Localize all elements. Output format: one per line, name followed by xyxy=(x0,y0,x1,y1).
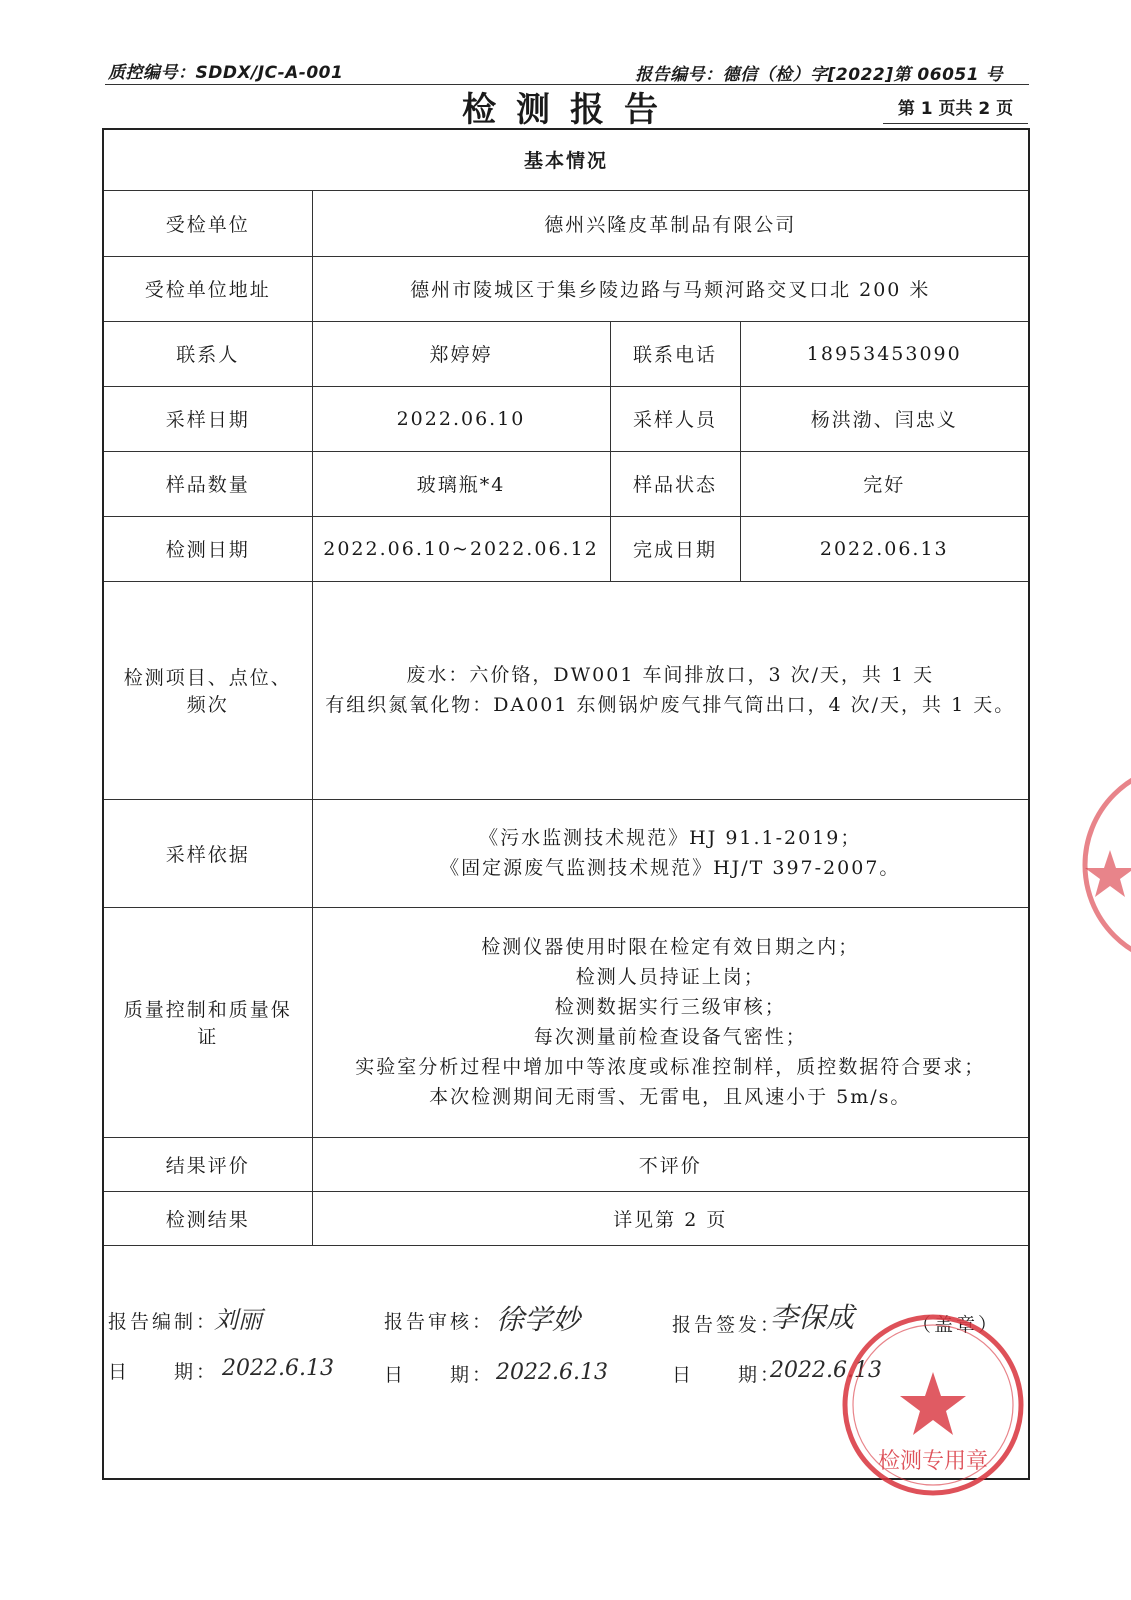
done-date-label: 完成日期 xyxy=(610,516,740,581)
section-title: 基本情况 xyxy=(104,130,1028,190)
done-date-value: 2022.06.13 xyxy=(740,516,1028,581)
sample-date-value: 2022.06.10 xyxy=(312,386,610,451)
review-label: 报告审核： xyxy=(384,1311,495,1333)
qty-label: 样品数量 xyxy=(104,451,312,516)
result-value: 详见第 2 页 xyxy=(312,1191,1028,1245)
qc-line: 检测人员持证上岗； xyxy=(575,966,765,988)
review-date: 2022.6.13 xyxy=(496,1360,608,1385)
seal-purpose: 检测专用章 xyxy=(877,1449,989,1474)
report-number: 报告编号：德信（检）字[2022]第 06051 号 xyxy=(635,65,1003,85)
phone-value: 18953453090 xyxy=(740,321,1028,386)
table-row xyxy=(104,1191,1028,1245)
basis-value xyxy=(312,799,1028,907)
table-row xyxy=(104,516,1028,581)
table-row xyxy=(104,907,1028,1137)
report-frame xyxy=(102,128,1030,1480)
report-title: 检测报告 xyxy=(462,90,678,130)
test-date-label: 检测日期 xyxy=(104,516,312,581)
eval-label: 结果评价 xyxy=(104,1137,312,1191)
eval-value: 不评价 xyxy=(312,1137,1028,1191)
address-label: 受检单位地址 xyxy=(104,256,312,321)
company-seal-stamp xyxy=(838,1310,1028,1500)
qc-value xyxy=(312,907,1028,1137)
table-row xyxy=(104,799,1028,907)
compile-signature: 刘丽 xyxy=(214,1306,262,1334)
side-seal-star-icon xyxy=(1085,850,1131,897)
table-row xyxy=(104,386,1028,451)
address-value: 德州市陵城区于集乡陵边路与马颊河路交叉口北 200 米 xyxy=(312,256,1028,321)
basis-line: 《固定源废气监测技术规范》HJ/T 397-2007。 xyxy=(440,857,901,879)
basic-info-table xyxy=(104,130,1028,1246)
table-row xyxy=(104,321,1028,386)
qc-line: 检测仪器使用时限在检定有效日期之内； xyxy=(481,936,860,958)
seal-note: （盖章） xyxy=(912,1314,1001,1336)
table-row xyxy=(104,256,1028,321)
qc-label xyxy=(104,907,312,1137)
qty-value: 玻璃瓶*4 xyxy=(312,451,610,516)
review-signature: 徐学妙 xyxy=(496,1303,581,1336)
compile-date: 2022.6.13 xyxy=(222,1356,334,1381)
table-row xyxy=(104,581,1028,799)
items-line: 有组织氮氧化物：DA001 东侧锅炉废气排气筒出口，4 次/天，共 1 天。 xyxy=(325,694,1016,716)
sampler-label: 采样人员 xyxy=(610,386,740,451)
result-label: 检测结果 xyxy=(104,1191,312,1245)
table-row xyxy=(104,130,1028,190)
issue-signature: 李保成 xyxy=(770,1301,855,1334)
state-label: 样品状态 xyxy=(610,451,740,516)
qc-label-line: 质量控制和质量保 xyxy=(123,999,292,1021)
items-label-line: 频次 xyxy=(186,694,229,716)
phone-label: 联系电话 xyxy=(610,321,740,386)
qc-label-line: 证 xyxy=(197,1026,219,1048)
contact-label: 联系人 xyxy=(104,321,312,386)
items-value xyxy=(312,581,1028,799)
contact-value: 郑婷婷 xyxy=(312,321,610,386)
items-label-line: 检测项目、点位、 xyxy=(123,667,292,689)
sample-date-label: 采样日期 xyxy=(104,386,312,451)
qc-line: 实验室分析过程中增加中等浓度或标准控制样，质控数据符合要求； xyxy=(355,1056,986,1078)
seal-star-icon xyxy=(900,1372,966,1435)
table-row xyxy=(104,1137,1028,1191)
compile-label: 报告编制： xyxy=(108,1311,219,1333)
qc-number: 质控编号：SDDX/JC-A-001 xyxy=(108,63,344,83)
date-label: 日 期： xyxy=(672,1364,783,1386)
basis-line: 《污水监测技术规范》HJ 91.1-2019； xyxy=(479,827,862,849)
qc-line: 本次检测期间无雨雪、无雷电，且风速小于 5m/s。 xyxy=(429,1086,912,1108)
test-date-value: 2022.06.10~2022.06.12 xyxy=(312,516,610,581)
table-row xyxy=(104,190,1028,256)
unit-value: 德州兴隆皮革制品有限公司 xyxy=(312,190,1028,256)
qc-line: 每次测量前检查设备气密性； xyxy=(533,1026,807,1048)
sampler-value: 杨洪渤、闫忠义 xyxy=(740,386,1028,451)
items-label xyxy=(104,581,312,799)
items-line: 废水：六价铬，DW001 车间排放口，3 次/天，共 1 天 xyxy=(406,664,935,686)
state-value: 完好 xyxy=(740,451,1028,516)
side-seal-stamp xyxy=(1080,760,1131,970)
table-row xyxy=(104,451,1028,516)
issue-date: 2022.6.13 xyxy=(770,1358,882,1383)
issue-label: 报告签发： xyxy=(672,1314,783,1336)
qc-line: 检测数据实行三级审核； xyxy=(554,996,786,1018)
unit-label: 受检单位 xyxy=(104,190,312,256)
basis-label: 采样依据 xyxy=(104,799,312,907)
page-number: 第 1 页共 2 页 xyxy=(883,94,1028,124)
date-label: 日 期： xyxy=(384,1364,495,1386)
date-label: 日 期： xyxy=(108,1361,219,1383)
